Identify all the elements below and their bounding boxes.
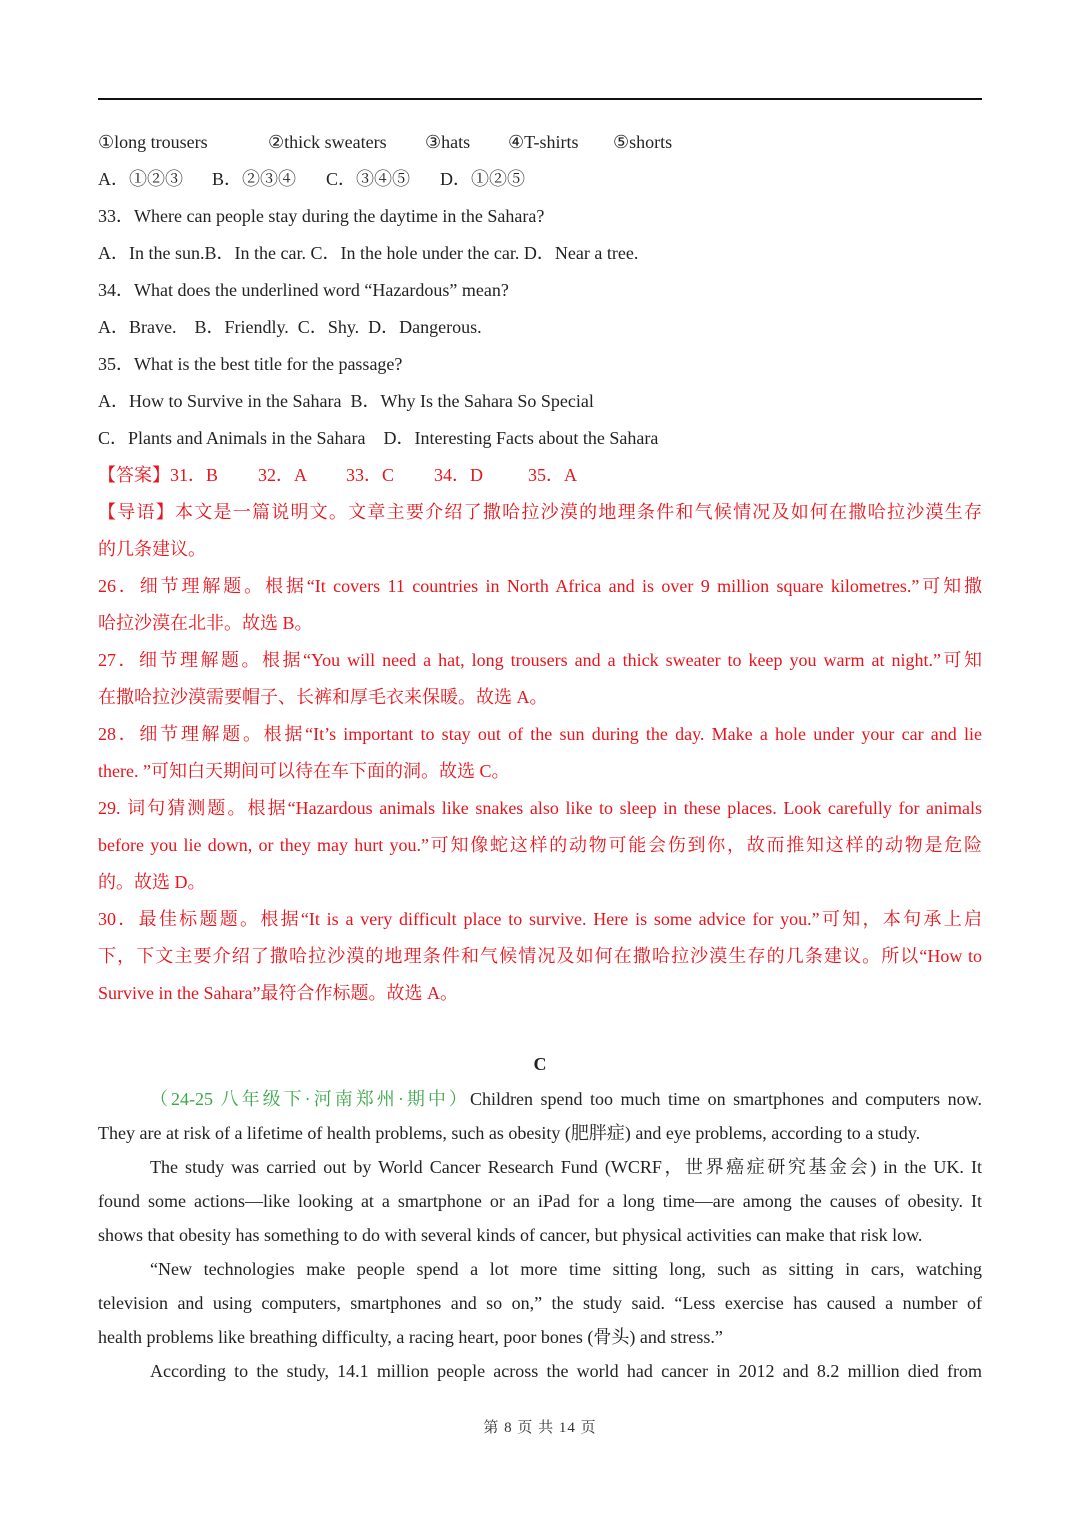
q32-choices	[98, 161, 982, 198]
passage-p2-line-3: shows that obesity has something to do with several kinds of cancer, but physical activities can make that risk low.	[98, 1225, 923, 1245]
guide-line-2: 的几条建议。	[98, 539, 206, 559]
q34-choices: A．Brave. B．Friendly. C．Shy. D．Dangerous.	[98, 317, 482, 337]
answer-34: 34．D	[434, 465, 483, 485]
section-c-heading: C	[533, 1054, 547, 1074]
option-5: ⑤shorts	[613, 132, 673, 152]
explanation-30-line-1: 30．最佳标题题。根据“It is a very difficult place to survive. Here is some advice for you.”可知，本句承上启	[98, 909, 982, 929]
option-2: ②thick sweaters	[268, 132, 387, 152]
explanation-27-line-1: 27．细节理解题。根据“You will need a hat, long trousers and a thick sweater to keep you warm at night.”可知	[98, 650, 982, 670]
choice-c: C．③④⑤	[326, 169, 411, 189]
q35-choices-cd: C．Plants and Animals in the Sahara D．Interesting Facts about the Sahara	[98, 428, 659, 448]
explanation-29-line-3: 的。故选 D。	[98, 872, 206, 892]
passage-p1-line-1	[98, 1082, 982, 1116]
guide-block	[98, 494, 982, 568]
option-1: ①long trousers	[98, 132, 208, 152]
page-content	[98, 124, 982, 1012]
q35-choices-ab: A．How to Survive in the Sahara B．Why Is the Sahara So Special	[98, 391, 594, 411]
explanation-28-line-2: there. ”可知白天期间可以待在车下面的洞。故选 C。	[98, 761, 510, 781]
explanation-26-line-2: 哈拉沙漠在北非。故选 B。	[98, 613, 313, 633]
q35-question: 35．What is the best title for the passage?	[98, 354, 403, 374]
passage-p3-line-3: health problems like breathing difficulty, a racing heart, poor bones (骨头) and stress.”	[98, 1327, 723, 1347]
q33-question: 33．Where can people stay during the daytime in the Sahara?	[98, 206, 545, 226]
options-line	[98, 124, 982, 161]
explanation-26	[98, 568, 982, 642]
choice-d: D．①②⑤	[440, 169, 525, 189]
header-rule	[98, 98, 982, 100]
guide-line-1: 【导语】本文是一篇说明文。文章主要介绍了撒哈拉沙漠的地理条件和气候情况及如何在撒哈拉沙漠生存	[98, 502, 982, 522]
explanation-30	[98, 901, 982, 1012]
passage-p2-line-2: found some actions—like looking at a smartphone or an iPad for a long time—are among the causes of obesity. It	[98, 1191, 982, 1211]
passage-p1-line-2: They are at risk of a lifetime of health problems, such as obesity (肥胖症) and eye problems, according to a study.	[98, 1123, 921, 1143]
passage-p3-line-2: television and using computers, smartphones and so on,” the study said. “Less exercise has caused a number of	[98, 1293, 982, 1313]
answer-label: 【答案】	[98, 465, 170, 485]
explanation-28	[98, 716, 982, 790]
page-footer: 第 8 页 共 14 页	[483, 1420, 597, 1436]
answer-31: 31．B	[170, 465, 219, 485]
answer-32: 32．A	[258, 465, 307, 485]
explanation-29-line-2: before you lie down, or they may hurt you.”可知像蛇这样的动物可能会伤到你，故而推知这样的动物是危险	[98, 835, 982, 855]
answer-33: 33．C	[346, 465, 395, 485]
option-4: ④T-shirts	[508, 132, 579, 152]
passage-p4-line-1: According to the study, 14.1 million people across the world had cancer in 2012 and 8.2 million died from	[150, 1361, 982, 1381]
explanation-27-line-2: 在撒哈拉沙漠需要帽子、长裤和厚毛衣来保暖。故选 A。	[98, 687, 548, 707]
explanation-29	[98, 790, 982, 901]
answer-line	[98, 457, 982, 494]
explanation-30-line-2: 下，下文主要介绍了撒哈拉沙漠的地理条件和气候情况及如何在撒哈拉沙漠生存的几条建议。所以“How to	[98, 946, 982, 966]
passage-p3-line-1: “New technologies make people spend a lot more time sitting long, such as sitting in cars, watching	[150, 1259, 982, 1279]
explanation-30-line-3: Survive in the Sahara”最符合作标题。故选 A。	[98, 983, 458, 1003]
source-tag: （24-25 八年级下·河南郑州·期中）	[150, 1089, 470, 1109]
choice-b: B．②③④	[212, 169, 297, 189]
passage-p1-text-1: Children spend too much time on smartphones and computers now.	[469, 1089, 982, 1109]
q34-question: 34．What does the underlined word “Hazardous” mean?	[98, 280, 509, 300]
choice-a: A．①②③	[98, 169, 183, 189]
explanation-26-line-1: 26．细节理解题。根据“It covers 11 countries in North Africa and is over 9 million square kilometres.”可知撒	[98, 576, 982, 596]
explanation-29-line-1: 29. 词句猜测题。根据“Hazardous animals like snakes also like to sleep in these places. Look carefully for animals	[98, 798, 982, 818]
section-c-passage	[98, 1082, 982, 1388]
q33-choices: A．In the sun.B．In the car. C．In the hole under the car. D．Near a tree.	[98, 243, 639, 263]
passage-p2-line-1: The study was carried out by World Cancer Research Fund (WCRF，世界癌症研究基金会) in the UK. It	[150, 1157, 982, 1177]
answer-35: 35．A	[528, 465, 577, 485]
explanation-28-line-1: 28．细节理解题。根据“It’s important to stay out of the sun during the day. Make a hole under your car and lie	[98, 724, 982, 744]
explanation-27	[98, 642, 982, 716]
option-3: ③hats	[425, 132, 471, 152]
